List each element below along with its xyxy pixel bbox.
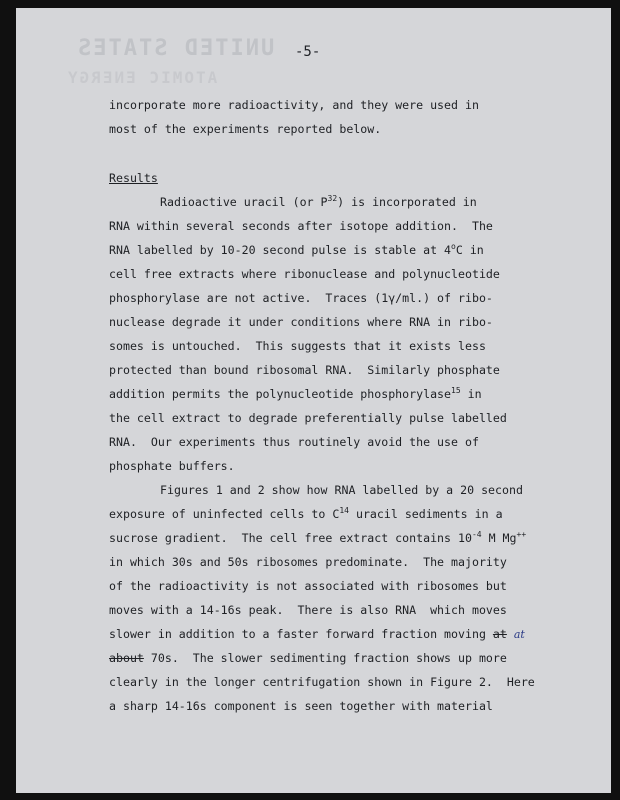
- paragraph-line: [109, 627, 525, 642]
- paragraph-line: [109, 243, 484, 257]
- paragraph-line: [109, 651, 507, 665]
- page-number: -5-: [295, 44, 321, 60]
- handwritten-correction: at: [513, 628, 525, 641]
- paragraph-line: [160, 195, 477, 209]
- text: RNA labelled by 10-20 second pulse is stable at 4: [109, 243, 452, 257]
- section-heading: Results: [109, 171, 158, 185]
- paragraph-line: [109, 531, 526, 545]
- paragraph-line: nuclease degrade it under conditions where RNA in ribo-: [109, 315, 493, 329]
- superscript: 14: [339, 506, 349, 515]
- superscript: -4: [471, 530, 482, 539]
- paragraph-line: Figures 1 and 2 show how RNA labelled by a 20 second: [160, 483, 523, 497]
- text: ) is incorporated in: [337, 195, 477, 209]
- text: exposure of uninfected cells to C: [109, 507, 340, 521]
- bleed-through-text: UNITED STATES: [76, 36, 275, 61]
- paragraph-line: RNA. Our experiments thus routinely avoid the use of: [109, 435, 479, 449]
- text: Radioactive uracil (or P: [160, 195, 328, 209]
- bleed-through-text-2: ATOMIC ENERGY: [66, 68, 218, 87]
- paragraph-line: [109, 387, 482, 401]
- paragraph-line: somes is untouched. This suggests that it exists less: [109, 339, 486, 353]
- paragraph-line: [109, 507, 503, 521]
- text: C in: [455, 243, 484, 257]
- intro-line: incorporate more radioactivity, and they were used in: [109, 98, 479, 112]
- paragraph-line: in which 30s and 50s ribosomes predominate. The majority: [109, 555, 507, 569]
- text: addition permits the polynucleotide phosphorylase: [109, 387, 452, 401]
- struck-word: at: [492, 627, 507, 641]
- document-page: [16, 8, 611, 793]
- paragraph-line: cell free extracts where ribonuclease and polynucleotide: [109, 267, 500, 281]
- paragraph-line: phosphate buffers.: [109, 459, 235, 473]
- text: in: [460, 387, 482, 401]
- paragraph-line: clearly in the longer centrifugation shown in Figure 2. Here: [109, 675, 535, 689]
- paragraph-line: protected than bound ribosomal RNA. Similarly phosphate: [109, 363, 500, 377]
- superscript: 15: [451, 386, 461, 395]
- text: M Mg: [481, 531, 517, 545]
- paragraph-line: moves with a 14-16s peak. There is also RNA which moves: [109, 603, 507, 617]
- paragraph-line: a sharp 14-16s component is seen together with material: [109, 699, 493, 713]
- paragraph-line: RNA within several seconds after isotope addition. The: [109, 219, 493, 233]
- superscript: 32: [327, 194, 338, 203]
- paragraph-line: the cell extract to degrade preferentially pulse labelled: [109, 411, 507, 425]
- paragraph-line: of the radioactivity is not associated with ribosomes but: [109, 579, 507, 593]
- struck-word: about: [109, 651, 144, 665]
- text: 70s. The slower sedimenting fraction shows up more: [143, 651, 507, 665]
- text: uracil sediments in a: [348, 507, 503, 521]
- superscript: o: [451, 242, 456, 251]
- paragraph-line: phosphorylase are not active. Traces (1γ/ml.) of ribo-: [109, 291, 493, 305]
- text: slower in addition to a faster forward fraction moving: [109, 627, 493, 641]
- text: sucrose gradient. The cell free extract contains 10: [109, 531, 472, 545]
- superscript: ++: [516, 530, 527, 539]
- intro-line: most of the experiments reported below.: [109, 122, 382, 136]
